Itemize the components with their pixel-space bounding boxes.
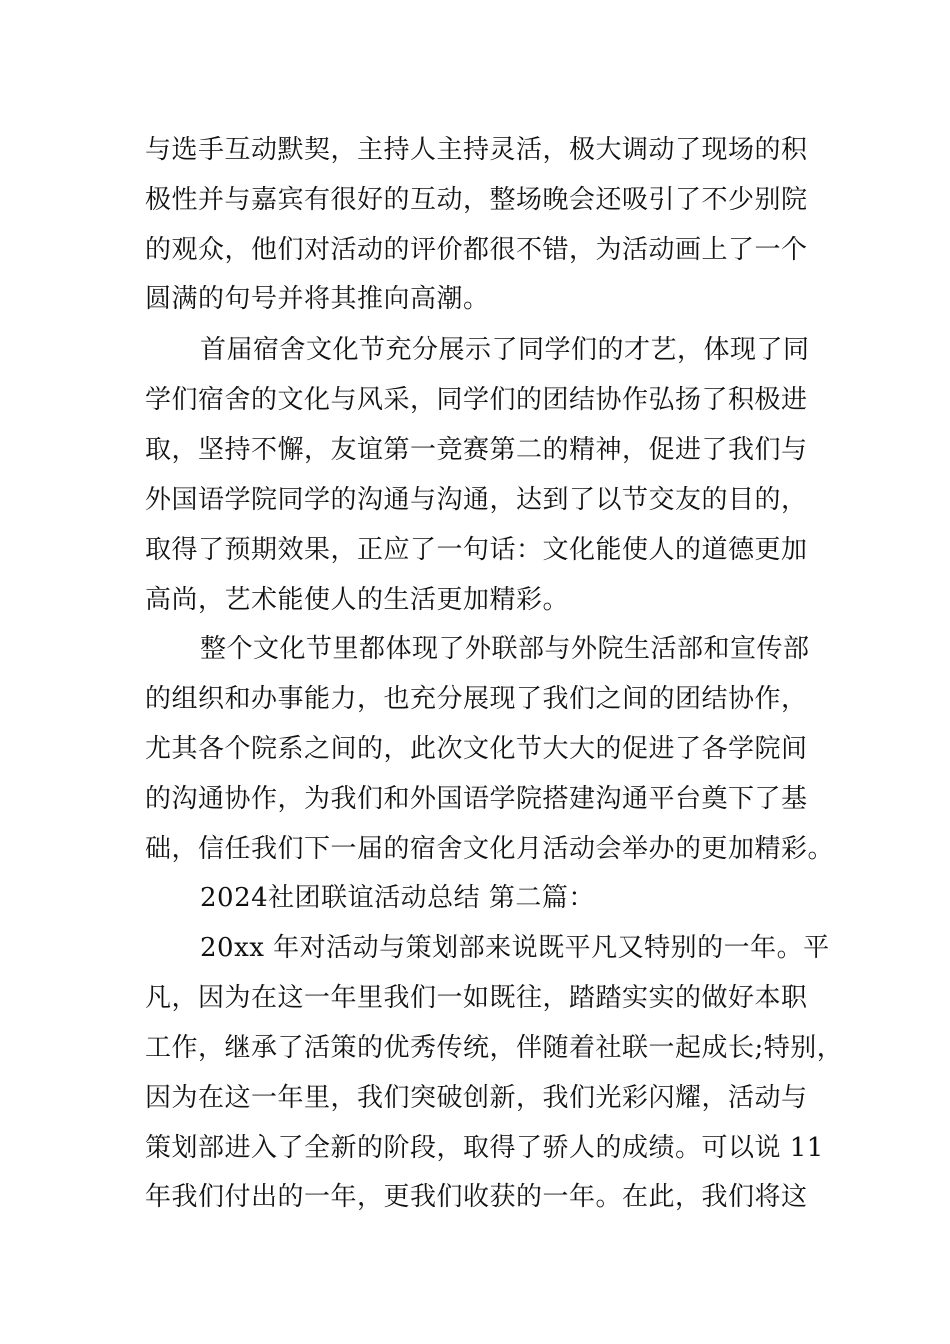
text-line: 的观众，他们对活动的评价都很不错，为活动画上了一个: [145, 235, 808, 265]
text-line: 与选手互动默契，主持人主持灵活，极大调动了现场的积: [145, 135, 808, 165]
text-line: 的沟通协作，为我们和外国语学院搭建沟通平台奠下了基: [145, 784, 808, 814]
text-line: 圆满的句号并将其推向高潮。: [145, 284, 490, 314]
paragraph-start-line: 20xx 年对活动与策划部来说既平凡又特别的一年。平: [200, 933, 830, 963]
text-line: 因为在这一年里，我们突破创新，我们光彩闪耀，活动与: [145, 1083, 808, 1113]
text-line: 极性并与嘉宾有很好的互动，整场晚会还吸引了不少别院: [145, 185, 808, 215]
text-line: 外国语学院同学的沟通与沟通，达到了以节交友的目的，: [145, 485, 808, 515]
text-line: 策划部进入了全新的阶段，取得了骄人的成绩。可以说 11: [145, 1133, 824, 1163]
paragraph-start-line: 整个文化节里都体现了外联部与外院生活部和宣传部: [200, 634, 810, 664]
text-line: 年我们付出的一年，更我们收获的一年。在此，我们将这: [145, 1182, 808, 1212]
text-line: 尤其各个院系之间的，此次文化节大大的促进了各学院间: [145, 734, 808, 764]
section-heading: 2024社团联谊活动总结 第二篇：: [200, 883, 595, 913]
text-line: 的组织和办事能力，也充分展现了我们之间的团结协作，: [145, 684, 808, 714]
text-line: 工作，继承了活策的优秀传统，伴随着社联一起成长;特别，: [145, 1033, 844, 1063]
text-line: 取得了预期效果，正应了一句话：文化能使人的道德更加: [145, 535, 808, 565]
text-line: 取，坚持不懈，友谊第一竞赛第二的精神，促进了我们与: [145, 435, 808, 465]
text-line: 础，信任我们下一届的宿舍文化月活动会举办的更加精彩。: [145, 834, 835, 864]
text-line: 凡，因为在这一年里我们一如既往，踏踏实实的做好本职: [145, 983, 808, 1013]
text-line: 高尚，艺术能使人的生活更加精彩。: [145, 585, 570, 615]
text-line: 学们宿舍的文化与风采，同学们的团结协作弘扬了积极进: [145, 385, 808, 415]
paragraph-start-line: 首届宿舍文化节充分展示了同学们的才艺，体现了同: [200, 335, 810, 365]
